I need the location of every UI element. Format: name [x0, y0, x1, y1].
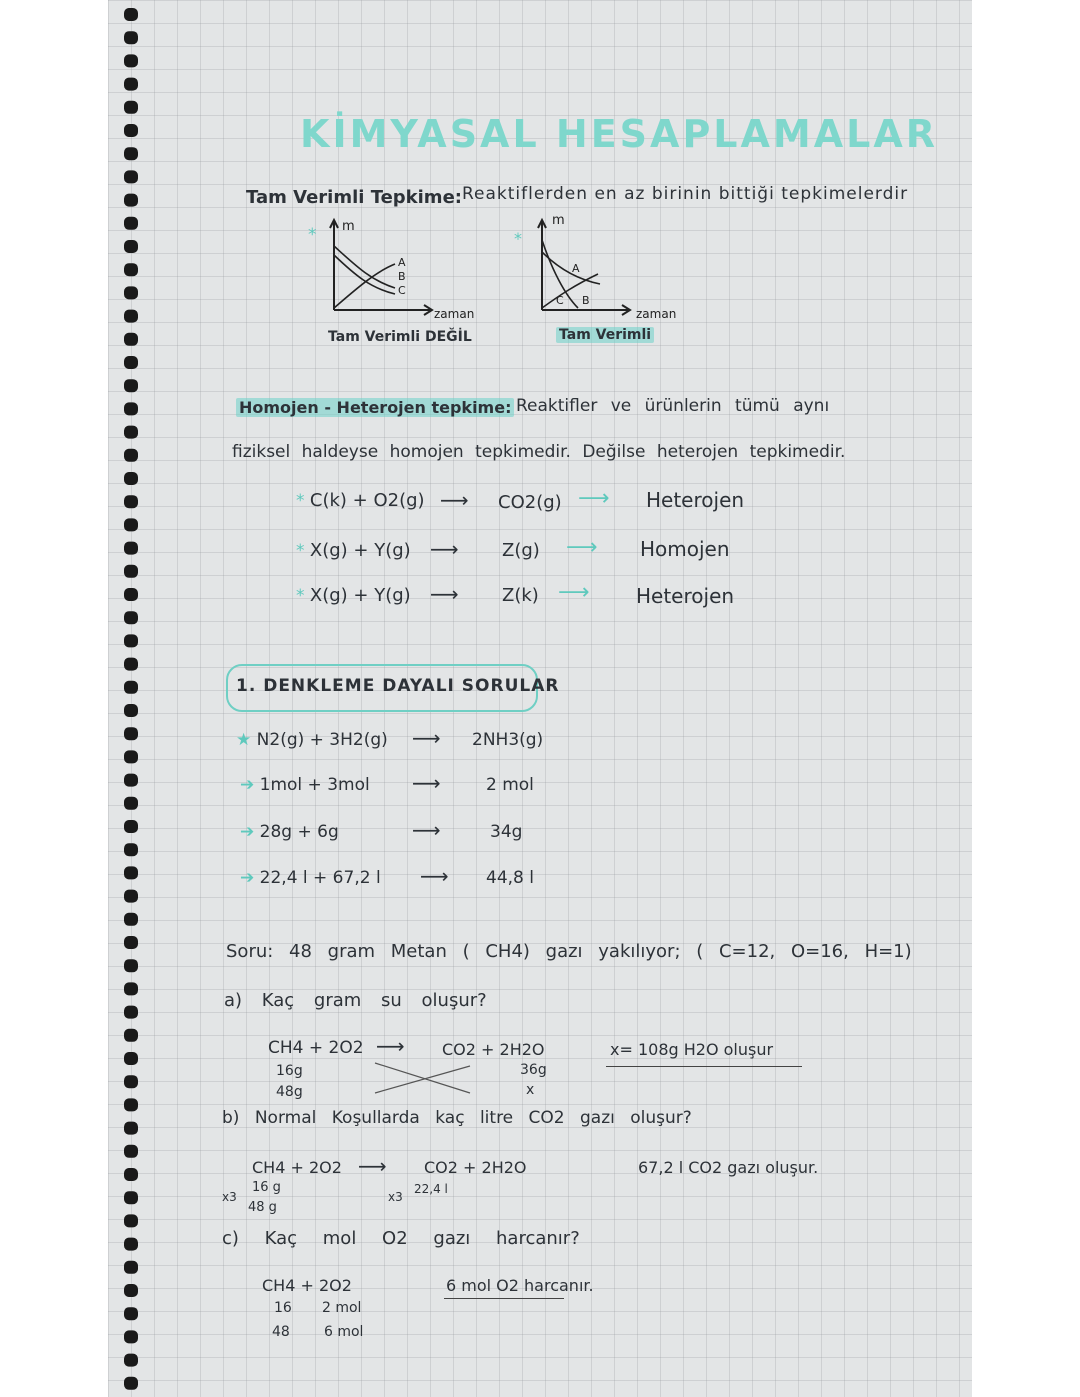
spiral-ring	[124, 147, 138, 160]
spiral-ring	[124, 495, 138, 508]
denklem-left: 28g + 6g	[259, 822, 339, 842]
spiral-ring	[124, 240, 138, 253]
reaction-arrow: ⟶	[376, 1034, 405, 1058]
spiral-ring	[124, 1238, 138, 1251]
spiral-ring	[124, 78, 138, 91]
graph1-label-b: B	[398, 270, 406, 283]
spiral-ring	[124, 170, 138, 183]
spiral-ring	[124, 217, 138, 230]
soru-c-below-left-1: 16	[274, 1300, 292, 1316]
soru-c-eq-left: CH4 + 2O2	[262, 1276, 352, 1295]
soru-a-below-right-1: 36g	[520, 1062, 547, 1078]
answer-underline	[606, 1066, 802, 1067]
tam-verimli-heading: Tam Verimli Tepkime:	[246, 187, 462, 208]
denklem-heading: 1. DENKLEME DAYALI SORULAR	[236, 676, 560, 696]
spiral-ring	[124, 1377, 138, 1390]
spiral-ring	[124, 797, 138, 810]
homojen-line1: Reaktifler ve ürünlerin tümü aynı	[516, 396, 830, 416]
spiral-ring	[124, 1214, 138, 1227]
spiral-ring	[124, 263, 138, 276]
example-type: Heterojen	[646, 488, 745, 512]
soru-b-eq-left: CH4 + 2O2	[252, 1158, 342, 1177]
graph2-label-c: C	[556, 294, 564, 307]
soru-a-answer: x= 108g H2O oluşur	[610, 1040, 774, 1059]
cross-lines	[370, 1058, 480, 1098]
spiral-ring	[124, 750, 138, 763]
soru-c-question: c) Kaç mol O2 gazı harcanır?	[222, 1228, 580, 1249]
graph-tam-verimli	[510, 210, 700, 335]
graph1-label-c: C	[398, 284, 406, 297]
soru-c-below-right-1: 2 mol	[322, 1300, 362, 1316]
example-row: * C(k) + O2(g)	[296, 490, 425, 511]
spiral-ring	[124, 982, 138, 995]
denklem-left: 22,4 l + 67,2 l	[259, 868, 381, 888]
spiral-ring	[124, 518, 138, 531]
spiral-ring	[124, 913, 138, 926]
spiral-ring	[124, 1029, 138, 1042]
spiral-ring	[124, 774, 138, 787]
spiral-ring	[124, 333, 138, 346]
teal-arrow: ⟶	[558, 580, 590, 605]
reaction-arrow: ⟶	[420, 864, 449, 888]
spiral-ring	[124, 1122, 138, 1135]
soru-b-eq-right: CO2 + 2H2O	[424, 1158, 527, 1177]
soru-b-below-left-1: 16 g	[252, 1180, 281, 1195]
spiral-ring	[124, 1330, 138, 1343]
denklem-row: ➔ 28g + 6g	[240, 822, 339, 842]
spiral-ring	[124, 565, 138, 578]
soru-a-question: a) Kaç gram su oluşur?	[224, 990, 487, 1011]
soru-a-below-right-2: x	[526, 1082, 535, 1098]
spiral-ring	[124, 542, 138, 555]
spiral-ring	[124, 194, 138, 207]
spiral-ring	[124, 8, 138, 21]
spiral-ring	[124, 1191, 138, 1204]
spiral-ring	[124, 704, 138, 717]
soru-b-x3-right: x3	[388, 1190, 403, 1204]
spiral-ring	[124, 286, 138, 299]
example-right: Z(k)	[502, 585, 539, 606]
graph2-caption: Tam Verimli	[556, 327, 654, 343]
example-left: C(k) + O2(g)	[309, 490, 425, 511]
denklem-right: 34g	[490, 822, 523, 842]
example-right: CO2(g)	[498, 492, 562, 513]
spiral-ring	[124, 379, 138, 392]
graph1-axis-zaman: zaman	[434, 307, 475, 321]
spiral-ring	[124, 449, 138, 462]
spiral-ring	[124, 1354, 138, 1367]
graph1-label-a: A	[398, 256, 406, 269]
soru-c-answer: 6 mol O2 harcanır.	[446, 1276, 594, 1295]
spiral-ring	[124, 1145, 138, 1158]
soru-a-below-left-2: 48g	[276, 1084, 303, 1100]
spiral-ring	[124, 681, 138, 694]
spiral-ring	[124, 1075, 138, 1088]
reaction-arrow: ⟶	[430, 537, 459, 561]
svg-text:*: *	[514, 229, 522, 248]
graph-tam-verimli-degil	[300, 210, 490, 335]
homojen-line2: fiziksel haldeyse homojen tepkimedir. Değilse heterojen tepkimedir.	[232, 442, 846, 462]
reaction-arrow: ⟶	[412, 726, 441, 750]
spiral-ring	[124, 634, 138, 647]
svg-text:*: *	[308, 225, 317, 245]
spiral-ring	[124, 1168, 138, 1181]
example-type: Heterojen	[636, 584, 735, 608]
spiral-ring	[124, 936, 138, 949]
spiral-ring	[124, 588, 138, 601]
denklem-row: ➔ 22,4 l + 67,2 l	[240, 868, 381, 888]
spiral-ring	[124, 658, 138, 671]
denklem-left: 1mol + 3mol	[259, 775, 370, 795]
soru-a-eq-right: CO2 + 2H2O	[442, 1040, 545, 1059]
spiral-ring	[124, 959, 138, 972]
spiral-ring	[124, 1052, 138, 1065]
spiral-ring	[124, 472, 138, 485]
graph2-axis-zaman: zaman	[636, 307, 677, 321]
spiral-ring	[124, 820, 138, 833]
reaction-arrow: ⟶	[412, 818, 441, 842]
spiral-ring	[124, 31, 138, 44]
denklem-right: 2 mol	[486, 775, 534, 795]
teal-arrow: ⟶	[578, 486, 610, 511]
answer-underline	[444, 1298, 564, 1299]
soru-b-below-left-2: 48 g	[248, 1200, 277, 1215]
spiral-ring	[124, 1098, 138, 1111]
reaction-arrow: ⟶	[358, 1154, 387, 1178]
denklem-row: ➔ 1mol + 3mol	[240, 775, 370, 795]
spiral-ring	[124, 101, 138, 114]
example-left: X(g) + Y(g)	[309, 540, 411, 561]
teal-arrow: ⟶	[566, 535, 598, 560]
example-type: Homojen	[640, 537, 730, 561]
page-title: KİMYASAL HESAPLAMALAR	[300, 112, 939, 156]
graph2-label-a: A	[572, 262, 580, 275]
denklem-left: N2(g) + 3H2(g)	[256, 730, 388, 750]
graph2-label-b: B	[582, 294, 590, 307]
soru-c-below-left-2: 48	[272, 1324, 290, 1340]
graph1-axis-m: m	[342, 219, 355, 234]
spiral-ring	[124, 1261, 138, 1274]
graph1-caption: Tam Verimli DEĞİL	[328, 329, 472, 345]
soru-b-x3-left: x3	[222, 1190, 237, 1204]
spiral-ring	[124, 1006, 138, 1019]
spiral-ring	[124, 310, 138, 323]
spiral-ring	[124, 866, 138, 879]
soru-b-answer: 67,2 l CO2 gazı oluşur.	[638, 1158, 819, 1177]
graph2-axis-m: m	[552, 213, 565, 228]
soru-text: Soru: 48 gram Metan ( CH4) gazı yakılıyor; ( C=12, O=16, H=1)	[226, 941, 912, 962]
soru-b-question: b) Normal Koşullarda kaç litre CO2 gazı oluşur?	[222, 1108, 692, 1128]
spiral-ring	[124, 402, 138, 415]
spiral-ring	[124, 356, 138, 369]
tam-verimli-definition: Reaktiflerden en az birinin bittiği tepkimelerdir	[462, 184, 909, 204]
spiral-ring	[124, 890, 138, 903]
homojen-heading: Homojen - Heterojen tepkime:	[236, 398, 514, 417]
denklem-row: ★ N2(g) + 3H2(g)	[236, 730, 388, 750]
denklem-right: 2NH3(g)	[472, 730, 544, 750]
spiral-binding	[118, 0, 148, 1397]
soru-a-eq-left: CH4 + 2O2	[268, 1038, 364, 1058]
spiral-ring	[124, 611, 138, 624]
spiral-ring	[124, 1284, 138, 1297]
spiral-ring	[124, 727, 138, 740]
spiral-ring	[124, 426, 138, 439]
spiral-ring	[124, 54, 138, 67]
example-row: * X(g) + Y(g)	[296, 540, 411, 561]
reaction-arrow: ⟶	[440, 488, 469, 512]
spiral-ring	[124, 1307, 138, 1320]
soru-a-below-left-1: 16g	[276, 1063, 303, 1079]
example-right: Z(g)	[502, 540, 540, 561]
example-left: X(g) + Y(g)	[309, 585, 411, 606]
reaction-arrow: ⟶	[430, 582, 459, 606]
example-row: * X(g) + Y(g)	[296, 585, 411, 606]
soru-b-below-right-1: 22,4 l	[414, 1182, 448, 1196]
reaction-arrow: ⟶	[412, 771, 441, 795]
spiral-ring	[124, 843, 138, 856]
soru-c-below-right-2: 6 mol	[324, 1324, 364, 1340]
spiral-ring	[124, 124, 138, 137]
denklem-right: 44,8 l	[486, 868, 534, 888]
